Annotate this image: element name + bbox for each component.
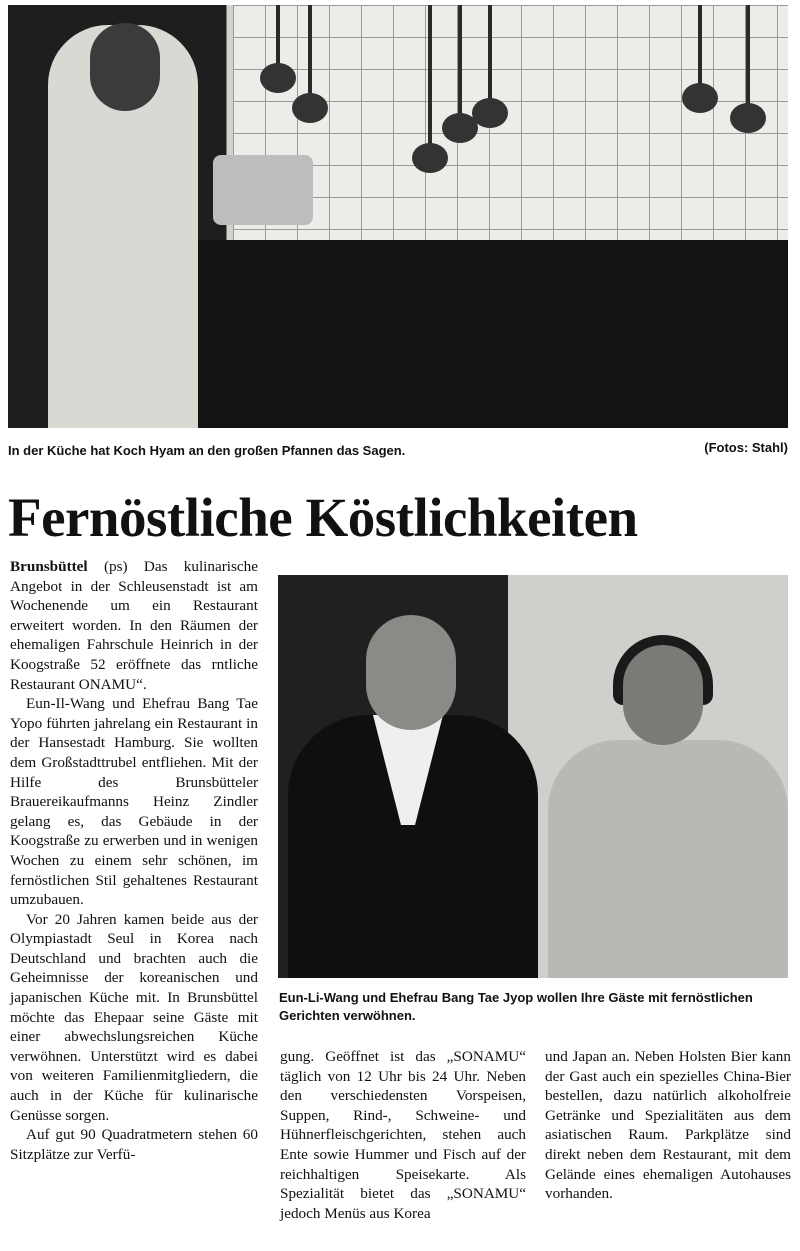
- article-column-1: [10, 557, 258, 1164]
- article-paragraph: Auf gut 90 Quadratmetern stehen 60 Sitzplätze zur Verfü-: [10, 1126, 258, 1163]
- owners-photo-caption: Eun-Li-Wang und Ehefrau Bang Tae Jyop wollen Ihre Gäste mit fernöstlichen Gerichten verwöhnen.: [279, 990, 753, 1023]
- article-column-3: [545, 1047, 791, 1204]
- article-paragraph: Eun-Il-Wang und Ehefrau Bang Tae Yopo führten jahrelang ein Restaurant in der Hansestadt Hamburg. Sie wollten dem Großstadttrubel entfliehen. Mit der Hilfe des Brunsbütteler Brauereikaufmanns Heinz Zindler gelang es, das Gebäude in der Koogstraße zu erwerben und in wenigen Wochen zu einem sehr schönen, im fernöstlichen Stil gehaltenes Restaurant umzubauen.: [10, 695, 258, 909]
- article-column-2: [280, 1047, 526, 1223]
- article-paragraph: und Japan an. Neben Holsten Bier kann der Gast auch ein spezielles China-Bier bestellen, dazu natürlich alkoholfreie Getränke und Spezialitäten aus dem asiatischen Raum. Parkplätze sind direkt neben dem Restaurant, mit dem Gelände eines ehemaligen Autohauses vorhanden.: [545, 1048, 791, 1203]
- article-paragraph: [10, 557, 258, 694]
- article-paragraph: gung. Geöffnet ist das „SONAMU“ täglich von 12 Uhr bis 24 Uhr. Neben den verschiedensten Vorspeisen, Suppen, Rind-, Schweine- und Hühnerfleischgerichten, stehen auch Ente sowie Hummer und Fisch auf der reichhaltigen Speisekarte. Als Spezialität bietet das „SONAMU“ jedoch Menüs aus Korea: [280, 1048, 526, 1222]
- owners-photo: [278, 575, 788, 978]
- paragraph-text: (ps) Das kulinarische Angebot in der Schleusenstadt ist am Wochenende um ein Restaurant erweitert worden. In den Räumen der ehemaligen Fahrschule Heinrich in der Koogstraße 52 eröffnete das rntliche Restaurant ONAMU“.: [10, 558, 258, 693]
- article-headline: Fernöstliche Köstlichkeiten: [8, 487, 638, 548]
- article-paragraph: Vor 20 Jahren kamen beide aus der Olympiastadt Seul in Korea nach Deutschland und brachten auch die Geheimnisse der koreanischen und japanischen Küche mit. In Brunsbüttel möchte das Ehepaar seine Gäste mit einer abwechslungsreichen Küche verwöhnen. Unterstützt wird es dabei von weiteren Familienmitgliedern, die auch in der Küche für kulinarische Genüsse sorgen.: [10, 910, 258, 1124]
- kitchen-photo: [8, 5, 788, 428]
- photo-credit: (Fotos: Stahl): [704, 440, 788, 455]
- kitchen-photo-caption: In der Küche hat Koch Hyam an den großen Pfannen das Sagen.: [8, 443, 406, 458]
- dateline: Brunsbüttel: [10, 558, 88, 575]
